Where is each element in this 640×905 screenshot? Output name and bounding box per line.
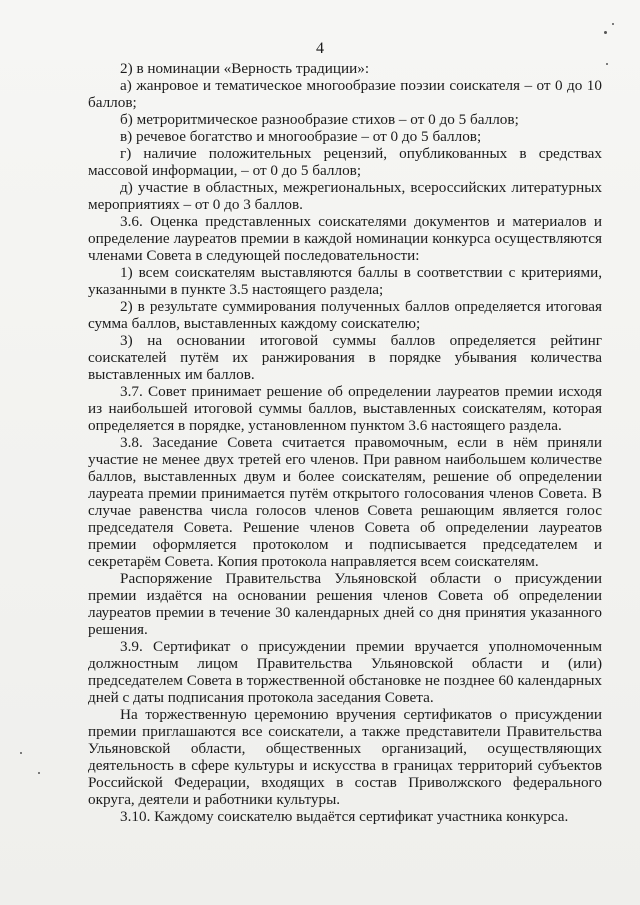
paragraph-decree: Распоряжение Правительства Ульяновской области о присуждении премии издаётся на основании решения членов Совета об определении лауреатов премии в течение 30 календарных дней со дня принятия указанного решения. [88, 570, 602, 638]
scan-speck [606, 63, 608, 65]
paragraph-nomination-heading: 2) в номинации «Верность традиции»: [120, 60, 370, 77]
document-body [88, 60, 602, 825]
paragraph-3-7: 3.7. Совет принимает решение об определении лауреатов премии исходя из наибольшей итоговой суммы баллов, выставленных соискателям, которая определяется в порядке, установленном пунктом 3.6 настоящего раздела. [88, 383, 602, 434]
paragraph-3-10: 3.10. Каждому соискателю выдаётся сертификат участника конкурса. [120, 808, 569, 825]
paragraph-item-a: а) жанровое и тематическое многообразие поэзии соискателя – от 0 до 10 баллов; [88, 77, 602, 111]
paragraph-3-8: 3.8. Заседание Совета считается правомочным, если в нём приняли участие не менее двух третей его членов. При равном наибольшем количестве баллов, выставленных двум и более соискателям, решение об определении лауреата премии принимается путём открытого голосования членов Совета. В случае равенства числа голосов членов Совета решающим является голос председателя Совета. Решение членов Совета об определении лауреатов премии оформляется протоколом и подписывается председателем и секретарём Совета. Копия протокола направляется всем соискателям. [88, 434, 602, 570]
scan-speck [20, 752, 22, 754]
paragraph-3-6-step-1: 1) всем соискателям выставляются баллы в соответствии с критериями, указанными в пункте 3.5 настоящего раздела; [88, 264, 602, 298]
scan-speck [604, 31, 607, 34]
paragraph-ceremony: На торжественную церемонию вручения сертификатов о присуждении премии приглашаются все соискатели, а также представители Правительства Ульяновской области, общественных организаций, осуществляющих деятельность в сфере культуры и искусства в границах территорий субъектов Российской Федерации, входящих в состав Приволжского федерального округа, деятели и работники культуры. [88, 706, 602, 808]
paragraph-3-9: 3.9. Сертификат о присуждении премии вручается уполномоченным должностным лицом Правительства Ульяновской области и (или) председателем Совета в торжественной обстановке не позднее 60 календарных дней с даты подписания протокола заседания Совета. [88, 638, 602, 706]
paragraph-item-g: г) наличие положительных рецензий, опубликованных в средствах массовой информации, – от 0 до 5 баллов; [88, 145, 602, 179]
paragraph-item-v: в) речевое богатство и многообразие – от 0 до 5 баллов; [120, 128, 482, 145]
paragraph-3-6: 3.6. Оценка представленных соискателями документов и материалов и определение лауреатов премии в каждой номинации конкурса осуществляются членами Совета в следующей последовательности: [88, 213, 602, 264]
paragraph-3-6-step-3: 3) на основании итоговой суммы баллов определяется рейтинг соискателей путём их ранжирования в порядке убывания количества выставленных им баллов. [88, 332, 602, 383]
paragraph-item-b: б) метроритмическое разнообразие стихов – от 0 до 5 баллов; [120, 111, 519, 128]
scan-speck [612, 23, 614, 25]
page-number: 4 [316, 40, 324, 57]
paragraph-3-6-step-2: 2) в результате суммирования полученных баллов определяется итоговая сумма баллов, выставленных каждому соискателю; [88, 298, 602, 332]
scan-speck [38, 772, 40, 774]
paragraph-item-d: д) участие в областных, межрегиональных, всероссийских литературных мероприятиях – от 0 до 3 баллов. [88, 179, 602, 213]
